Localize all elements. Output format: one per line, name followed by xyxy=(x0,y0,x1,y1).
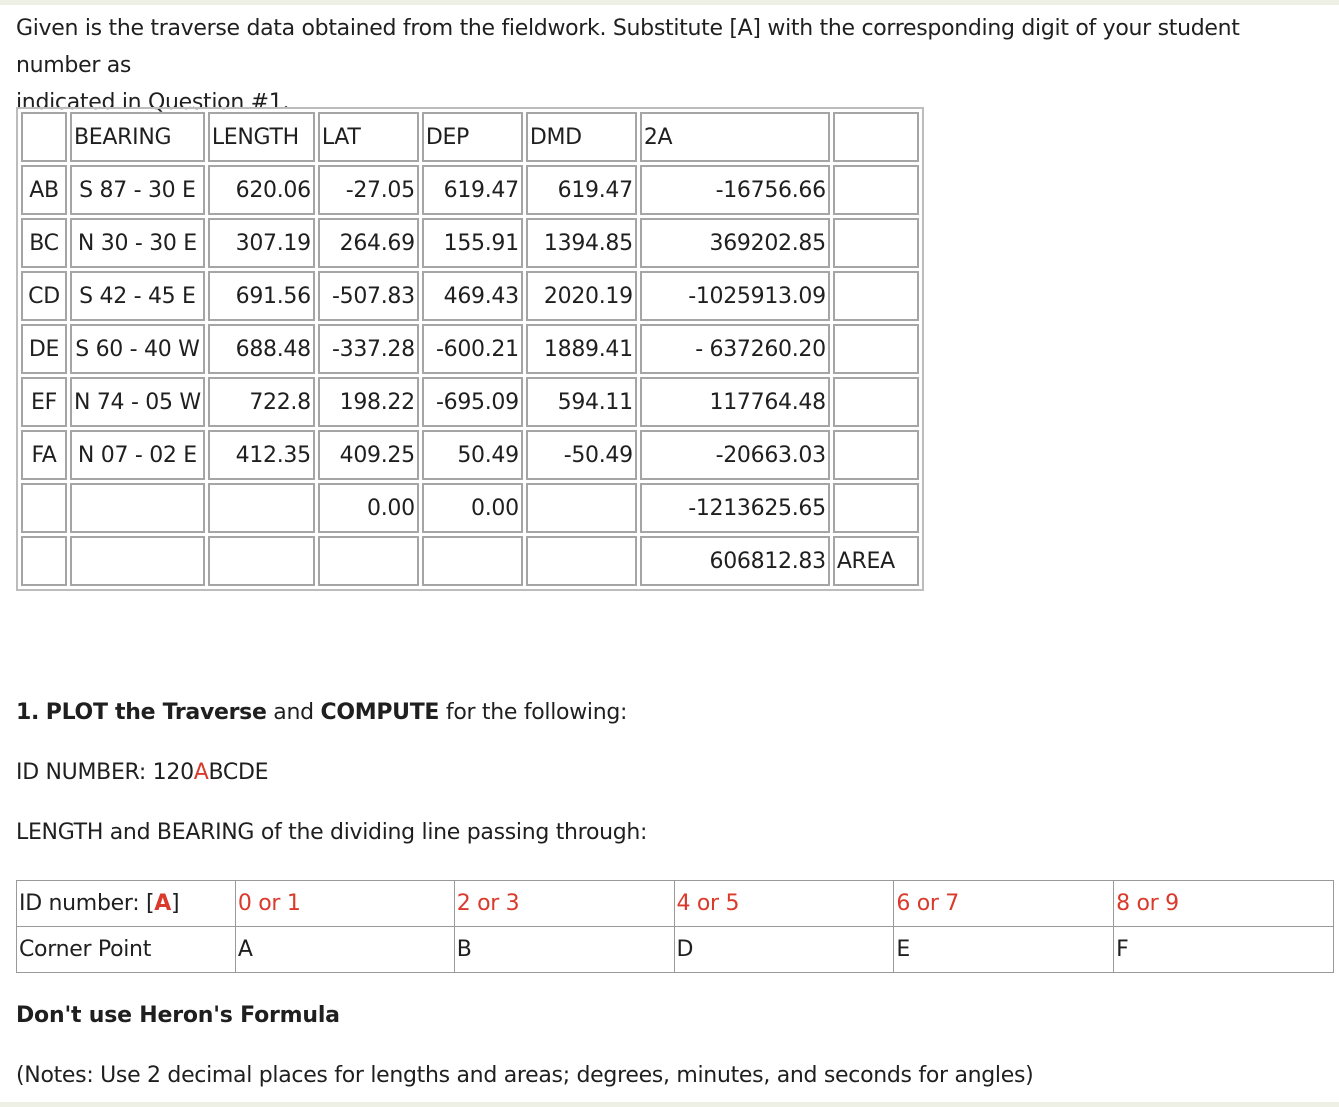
top-edge xyxy=(0,0,1339,5)
dmd-cell: -50.49 xyxy=(526,430,637,480)
area-row xyxy=(21,536,919,586)
table-row xyxy=(21,271,919,321)
table-row xyxy=(21,377,919,427)
bottom-edge xyxy=(0,1102,1339,1107)
course-cell: AB xyxy=(21,165,67,215)
corner-point-cell: E xyxy=(894,927,1114,973)
traverse-header-row xyxy=(21,112,919,162)
corner-point-cell: F xyxy=(1114,927,1334,973)
length-cell: 620.06 xyxy=(208,165,315,215)
traverse-table xyxy=(16,107,924,591)
bearing-cell: N 07 - 02 E xyxy=(70,430,205,480)
bearing-cell xyxy=(70,483,205,533)
dep-cell: -695.09 xyxy=(422,377,523,427)
lat-cell: -27.05 xyxy=(318,165,419,215)
bearing-cell: S 87 - 30 E xyxy=(70,165,205,215)
extra-cell xyxy=(833,377,919,427)
dep-cell: 619.47 xyxy=(422,165,523,215)
double-area-cell: 117764.48 xyxy=(640,377,830,427)
double-area-cell: -20663.03 xyxy=(640,430,830,480)
heron-note: Don't use Heron's Formula xyxy=(16,1003,340,1028)
header-bearing: BEARING xyxy=(70,112,205,162)
header-cell-blank xyxy=(21,112,67,162)
lat-cell: 264.69 xyxy=(318,218,419,268)
dep-cell: 50.49 xyxy=(422,430,523,480)
corner-point-label: Corner Point xyxy=(17,927,236,973)
dmd-cell: 619.47 xyxy=(526,165,637,215)
length-cell: 691.56 xyxy=(208,271,315,321)
dividing-line-text: LENGTH and BEARING of the dividing line passing through: xyxy=(16,820,648,845)
double-area-cell: -1025913.09 xyxy=(640,271,830,321)
bearing-cell: S 42 - 45 E xyxy=(70,271,205,321)
corner-points-row xyxy=(17,927,1334,973)
course-cell: EF xyxy=(21,377,67,427)
dep-sum-cell: 0.00 xyxy=(422,483,523,533)
question-compute: COMPUTE xyxy=(320,700,440,725)
option-cell: 0 or 1 xyxy=(235,881,454,927)
extra-cell xyxy=(833,271,919,321)
id-number-highlight: A xyxy=(193,760,209,785)
option-cell: 2 or 3 xyxy=(454,881,674,927)
lat-cell: 198.22 xyxy=(318,377,419,427)
area-value-cell: 606812.83 xyxy=(640,536,830,586)
lat-sum-cell: 0.00 xyxy=(318,483,419,533)
question-title xyxy=(16,700,627,725)
header-length: LENGTH xyxy=(208,112,315,162)
course-cell: BC xyxy=(21,218,67,268)
dep-cell: 469.43 xyxy=(422,271,523,321)
bearing-cell xyxy=(70,536,205,586)
dmd-cell: 594.11 xyxy=(526,377,637,427)
course-cell: CD xyxy=(21,271,67,321)
option-cell: 6 or 7 xyxy=(894,881,1114,927)
header-lat: LAT xyxy=(318,112,419,162)
table-row xyxy=(21,430,919,480)
course-cell: FA xyxy=(21,430,67,480)
area-label-cell: AREA xyxy=(833,536,919,586)
extra-cell xyxy=(833,324,919,374)
intro-line-2: indicated in Question #1. xyxy=(16,90,290,115)
table-row xyxy=(21,165,919,215)
length-cell: 722.8 xyxy=(208,377,315,427)
course-cell: DE xyxy=(21,324,67,374)
dep-cell xyxy=(422,536,523,586)
bearing-cell: N 74 - 05 W xyxy=(70,377,205,427)
header-2a: 2A xyxy=(640,112,830,162)
course-cell xyxy=(21,483,67,533)
double-area-cell: 369202.85 xyxy=(640,218,830,268)
id-label-prefix: ID number: [ xyxy=(19,891,155,916)
dep-cell: 155.91 xyxy=(422,218,523,268)
dep-cell: -600.21 xyxy=(422,324,523,374)
id-label-highlight: A xyxy=(154,891,172,916)
notes-text: (Notes: Use 2 decimal places for lengths and areas; degrees, minutes, and seconds for angles) xyxy=(16,1063,1034,1088)
question-plot: PLOT the Traverse xyxy=(45,700,267,725)
corner-point-table xyxy=(16,880,1334,973)
intro-line-1: Given is the traverse data obtained from the fieldwork. Substitute [A] with the corresponding digit of your student number as xyxy=(16,16,1240,78)
corner-point-cell: D xyxy=(674,927,894,973)
totals-row xyxy=(21,483,919,533)
id-number-suffix: BCDE xyxy=(208,760,269,785)
table-row xyxy=(21,218,919,268)
dmd-cell: 1394.85 xyxy=(526,218,637,268)
double-area-sum-cell: -1213625.65 xyxy=(640,483,830,533)
course-cell xyxy=(21,536,67,586)
table-row xyxy=(21,324,919,374)
id-label-suffix: ] xyxy=(171,891,180,916)
lat-cell: -507.83 xyxy=(318,271,419,321)
option-cell: 8 or 9 xyxy=(1114,881,1334,927)
lat-cell: -337.28 xyxy=(318,324,419,374)
bearing-cell: S 60 - 40 W xyxy=(70,324,205,374)
intro-paragraph xyxy=(16,10,1326,121)
lat-cell xyxy=(318,536,419,586)
dmd-cell xyxy=(526,536,637,586)
lat-cell: 409.25 xyxy=(318,430,419,480)
header-dmd: DMD xyxy=(526,112,637,162)
bearing-cell: N 30 - 30 E xyxy=(70,218,205,268)
question-rest: for the following: xyxy=(445,700,628,725)
length-cell xyxy=(208,536,315,586)
id-number-prefix: ID NUMBER: 120 xyxy=(16,760,194,785)
length-cell: 412.35 xyxy=(208,430,315,480)
extra-cell xyxy=(833,430,919,480)
id-options-row xyxy=(17,881,1334,927)
length-cell: 688.48 xyxy=(208,324,315,374)
id-number-label xyxy=(17,881,236,927)
question-number: 1. xyxy=(16,700,40,725)
option-cell: 4 or 5 xyxy=(674,881,894,927)
id-number-line xyxy=(16,760,268,785)
header-dep: DEP xyxy=(422,112,523,162)
dmd-cell xyxy=(526,483,637,533)
dmd-cell: 1889.41 xyxy=(526,324,637,374)
dmd-cell: 2020.19 xyxy=(526,271,637,321)
double-area-cell: -16756.66 xyxy=(640,165,830,215)
question-and: and xyxy=(273,700,314,725)
corner-point-cell: B xyxy=(454,927,674,973)
extra-cell xyxy=(833,218,919,268)
length-cell: 307.19 xyxy=(208,218,315,268)
length-cell xyxy=(208,483,315,533)
corner-point-cell: A xyxy=(235,927,454,973)
extra-cell xyxy=(833,165,919,215)
double-area-cell: - 637260.20 xyxy=(640,324,830,374)
extra-cell xyxy=(833,483,919,533)
header-cell-blank-end xyxy=(833,112,919,162)
